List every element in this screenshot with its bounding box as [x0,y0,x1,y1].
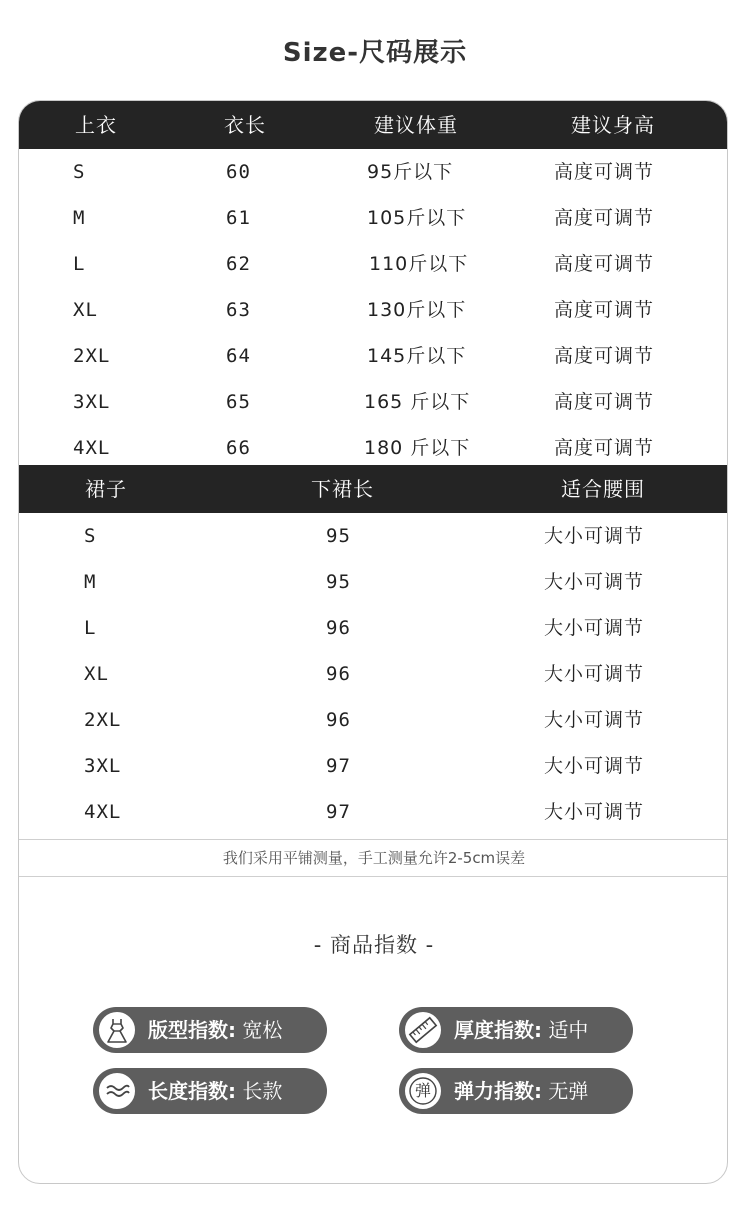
top-table-header [19,101,728,149]
size-cell: 2XL [73,345,111,367]
table-row [19,241,728,287]
weight-cell: 165 斤以下 [364,391,471,413]
height-cell: 高度可调节 [554,299,655,321]
index-section-title: - 商品指数 - [313,933,435,957]
length-cell: 62 [226,253,251,275]
header-cell: 适合腰围 [561,477,645,501]
size-cell: S [84,525,97,547]
fit-index-pill [93,1007,327,1053]
skirt-length-cell: 95 [326,571,351,593]
size-cell: 4XL [73,437,111,459]
elastic-icon-text: 弹 [414,1081,431,1100]
fit-index-value: 宽松 [242,1018,283,1042]
weight-cell: 95斤以下 [367,161,454,183]
length-index-pill [93,1068,327,1114]
table-row [19,651,728,697]
ruler-icon [403,1010,443,1050]
header-cell: 裙子 [85,477,127,501]
header-cell: 衣长 [224,113,266,137]
height-cell: 高度可调节 [554,253,655,275]
size-cell: XL [84,663,109,685]
height-cell: 高度可调节 [554,345,655,367]
measurement-note: 我们采用平铺测量，手工测量允许2-5cm误差 [19,839,728,877]
weight-cell: 105斤以下 [367,207,467,229]
fit-index-label: 版型指数: [148,1018,236,1042]
table-row [19,513,728,559]
waist-cell: 大小可调节 [544,525,645,547]
table-row [19,149,728,195]
size-cell: 4XL [84,801,122,823]
size-cell: S [73,161,86,183]
header-cell: 上衣 [75,113,117,137]
waist-cell: 大小可调节 [544,571,645,593]
table-row [19,743,728,789]
elastic-icon [403,1071,443,1111]
size-cell: XL [73,299,98,321]
length-cell: 64 [226,345,251,367]
waist-cell: 大小可调节 [544,709,645,731]
skirt-length-cell: 97 [326,801,351,823]
header-cell: 建议身高 [571,113,655,137]
size-cell: L [73,253,86,275]
size-cell: M [73,207,86,229]
skirt-length-cell: 96 [326,709,351,731]
size-chart-card [18,100,728,1184]
skirt-length-cell: 97 [326,755,351,777]
table-row [19,789,728,835]
waist-cell: 大小可调节 [544,755,645,777]
height-cell: 高度可调节 [554,207,655,229]
skirt-length-cell: 96 [326,617,351,639]
elastic-index-label: 弹力指数: [454,1079,542,1103]
weight-cell: 180 斤以下 [364,437,471,459]
length-cell: 65 [226,391,251,413]
thickness-index-pill [399,1007,633,1053]
waist-cell: 大小可调节 [544,801,645,823]
fit-index-text [148,1007,282,1053]
page-title: Size-尺码展示 [282,38,468,68]
skirt-length-cell: 96 [326,663,351,685]
weight-cell: 130斤以下 [367,299,467,321]
table-row [19,379,728,425]
size-cell: L [84,617,97,639]
elastic-index-value: 无弹 [548,1079,589,1103]
waist-cell: 大小可调节 [544,663,645,685]
thickness-index-value: 适中 [548,1018,589,1042]
table-row [19,559,728,605]
waist-cell: 大小可调节 [544,617,645,639]
length-index-label: 长度指数: [148,1079,236,1103]
length-cell: 61 [226,207,251,229]
length-cell: 60 [226,161,251,183]
length-cell: 66 [226,437,251,459]
table-row [19,333,728,379]
dress-icon [97,1010,137,1050]
thickness-index-text [454,1007,588,1053]
elastic-index-pill [399,1068,633,1114]
length-index-value: 长款 [242,1079,283,1103]
weight-cell: 145斤以下 [367,345,467,367]
size-cell: 3XL [73,391,111,413]
size-cell: M [84,571,97,593]
skirt-length-cell: 95 [326,525,351,547]
height-cell: 高度可调节 [554,161,655,183]
wave-icon [97,1071,137,1111]
table-row [19,697,728,743]
height-cell: 高度可调节 [554,437,655,459]
thickness-index-label: 厚度指数: [454,1018,542,1042]
size-cell: 2XL [84,709,122,731]
weight-cell: 110斤以下 [369,253,469,275]
table-row [19,605,728,651]
header-cell: 下裙长 [311,477,374,501]
height-cell: 高度可调节 [554,391,655,413]
size-cell: 3XL [84,755,122,777]
table-row [19,195,728,241]
elastic-index-text [454,1068,588,1114]
length-cell: 63 [226,299,251,321]
header-cell: 建议体重 [374,113,458,137]
length-index-text [148,1068,282,1114]
skirt-table-header [19,465,728,513]
table-row [19,287,728,333]
